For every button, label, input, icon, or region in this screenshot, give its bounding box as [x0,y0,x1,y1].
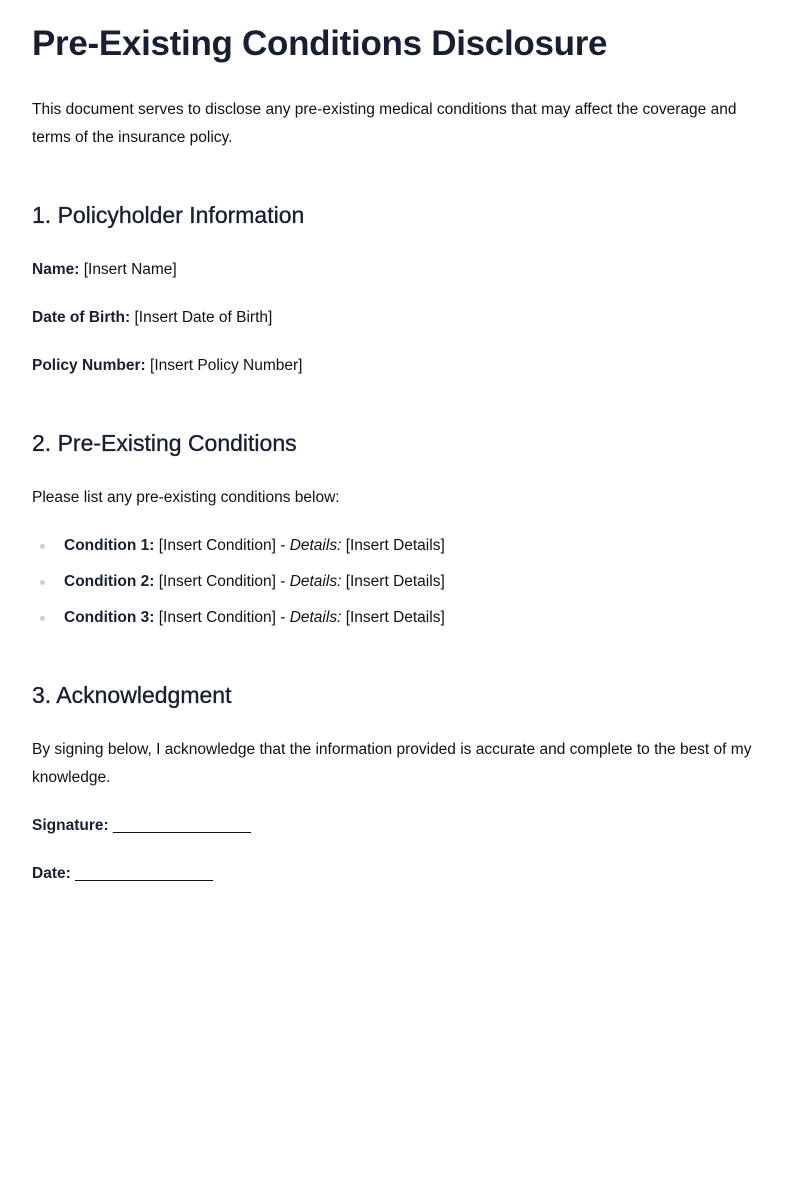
details-value: [Insert Details] [345,537,445,554]
condition-value: [Insert Condition] - [158,537,286,554]
dob-field [32,307,272,329]
date-line: ________________ [75,865,214,882]
signature-label: Signature: [32,817,109,834]
list-item [64,607,445,629]
section-heading-acknowledgment: 3. Acknowledgment [32,682,232,708]
condition-value: [Insert Condition] - [158,609,286,626]
details-value: [Insert Details] [345,573,445,590]
details-label: Details: [289,609,342,626]
dob-value: [Insert Date of Birth] [134,309,273,326]
section-heading-policyholder: 1. Policyholder Information [32,202,305,228]
name-label: Name: [32,261,80,278]
dob-label: Date of Birth: [32,309,131,326]
date-label: Date: [32,865,71,882]
details-label: Details: [289,573,342,590]
list-item [64,571,445,593]
date-field [32,863,213,885]
intro-paragraph: This document serves to disclose any pre-existing medical conditions that may affect the coverage and terms of the insurance policy. [32,101,737,146]
name-value: [Insert Name] [83,261,177,278]
bullet-icon [40,544,45,549]
condition-label: Condition 3: [64,609,155,626]
signature-field [32,815,251,837]
details-label: Details: [289,537,342,554]
section-heading-conditions: 2. Pre-Existing Conditions [32,430,297,456]
bullet-icon [40,580,45,585]
bullet-icon [40,616,45,621]
document-title: Pre-Existing Conditions Disclosure [32,24,608,63]
condition-label: Condition 1: [64,537,155,554]
policy-number-value: [Insert Policy Number] [150,357,303,374]
policy-number-field [32,355,302,377]
policy-number-label: Policy Number: [32,357,146,374]
acknowledgment-statement: By signing below, I acknowledge that the information provided is accurate and complete to the best of my knowledge. [32,741,752,786]
list-item [64,535,445,557]
condition-label: Condition 2: [64,573,155,590]
conditions-prompt: Please list any pre-existing conditions below: [32,489,340,506]
condition-value: [Insert Condition] - [158,573,286,590]
name-field [32,259,177,281]
details-value: [Insert Details] [345,609,445,626]
signature-line: ________________ [112,817,251,834]
